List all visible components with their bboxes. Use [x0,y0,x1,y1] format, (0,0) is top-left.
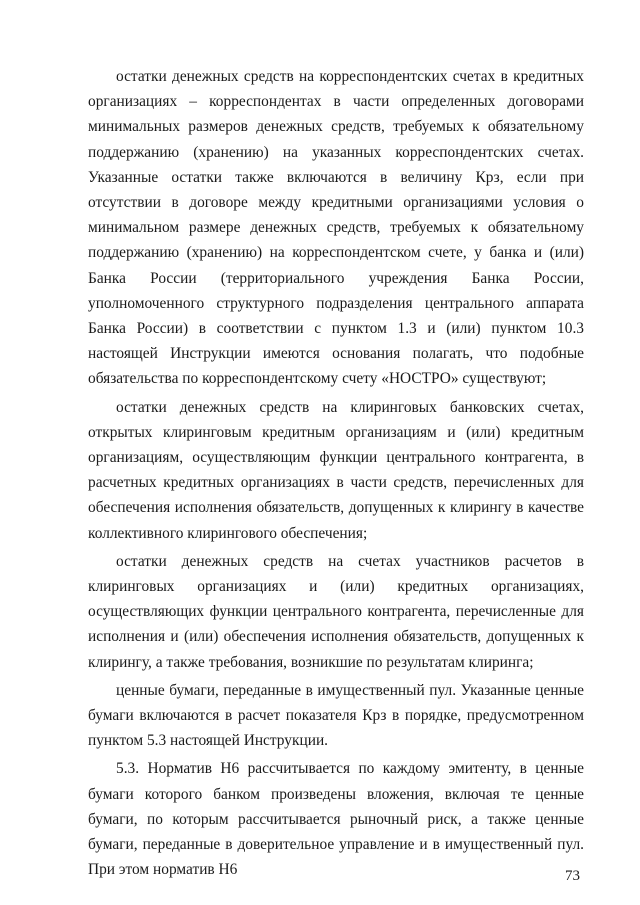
body-text [88,64,584,886]
paragraph-section-5-3: 5.3. Норматив Н6 рассчитывается по каждому эмитенту, в ценные бумаги которого банком произведены вложения, включая те ценные бумаги, по которым рассчитывается рыночный риск, а также ценные бумаги, переданные в доверительное управление и в имущественный пул. При этом норматив Н6 [88,760,584,879]
paragraph-correspondent-accounts: остатки денежных средств на корреспондентских счетах в кредитных организациях – корреспондентах в части определенных договорами минимальных размеров денежных средств, требуемых к обязательному поддержанию (хранению) на указанных корреспондентских счетах. Указанные остатки также включаются в величину Крз, если при отсутствии в договоре между кредитными организациями условия о минимальном размере денежных средств, требуемых к обязательному поддержанию (хранению) на корреспондентском счете, у банка и (или) Банка России (территориального учреждения Банка России, уполномоченного структурного подразделения центрального аппарата Банка России) в соответствии с пунктом 1.3 и (или) пунктом 10.3 настоящей Инструкции имеются основания полагать, что подобные обязательства по корреспондентскому счету «НОСТРО» существуют; [88,68,584,388]
paragraph-clearing-accounts: остатки денежных средств на клиринговых банковских счетах, открытых клиринговым кредитным организациям и (или) кредитным организациям, осуществляющим функции центрального контрагента, в расчетных кредитных организациях в части средств, перечисленных для обеспечения исполнения обязательств, допущенных к клирингу в качестве коллективного клирингового обеспечения; [88,398,584,542]
paragraph-settlement-participants: остатки денежных средств на счетах участников расчетов в клиринговых организациях и (или) кредитных организациях, осуществляющих функции центрального контрагента, перечисленные для исполнения и (или) обеспечения исполнения обязательств, допущенных к клирингу, а также требования, возникшие по результатам клиринга; [88,552,584,671]
page-number: 73 [565,868,580,884]
paragraph-securities-pool: ценные бумаги, переданные в имущественный пул. Указанные ценные бумаги включаются в расчет показателя Крз в порядке, предусмотренном пунктом 5.3 настоящей Инструкции. [88,681,584,750]
